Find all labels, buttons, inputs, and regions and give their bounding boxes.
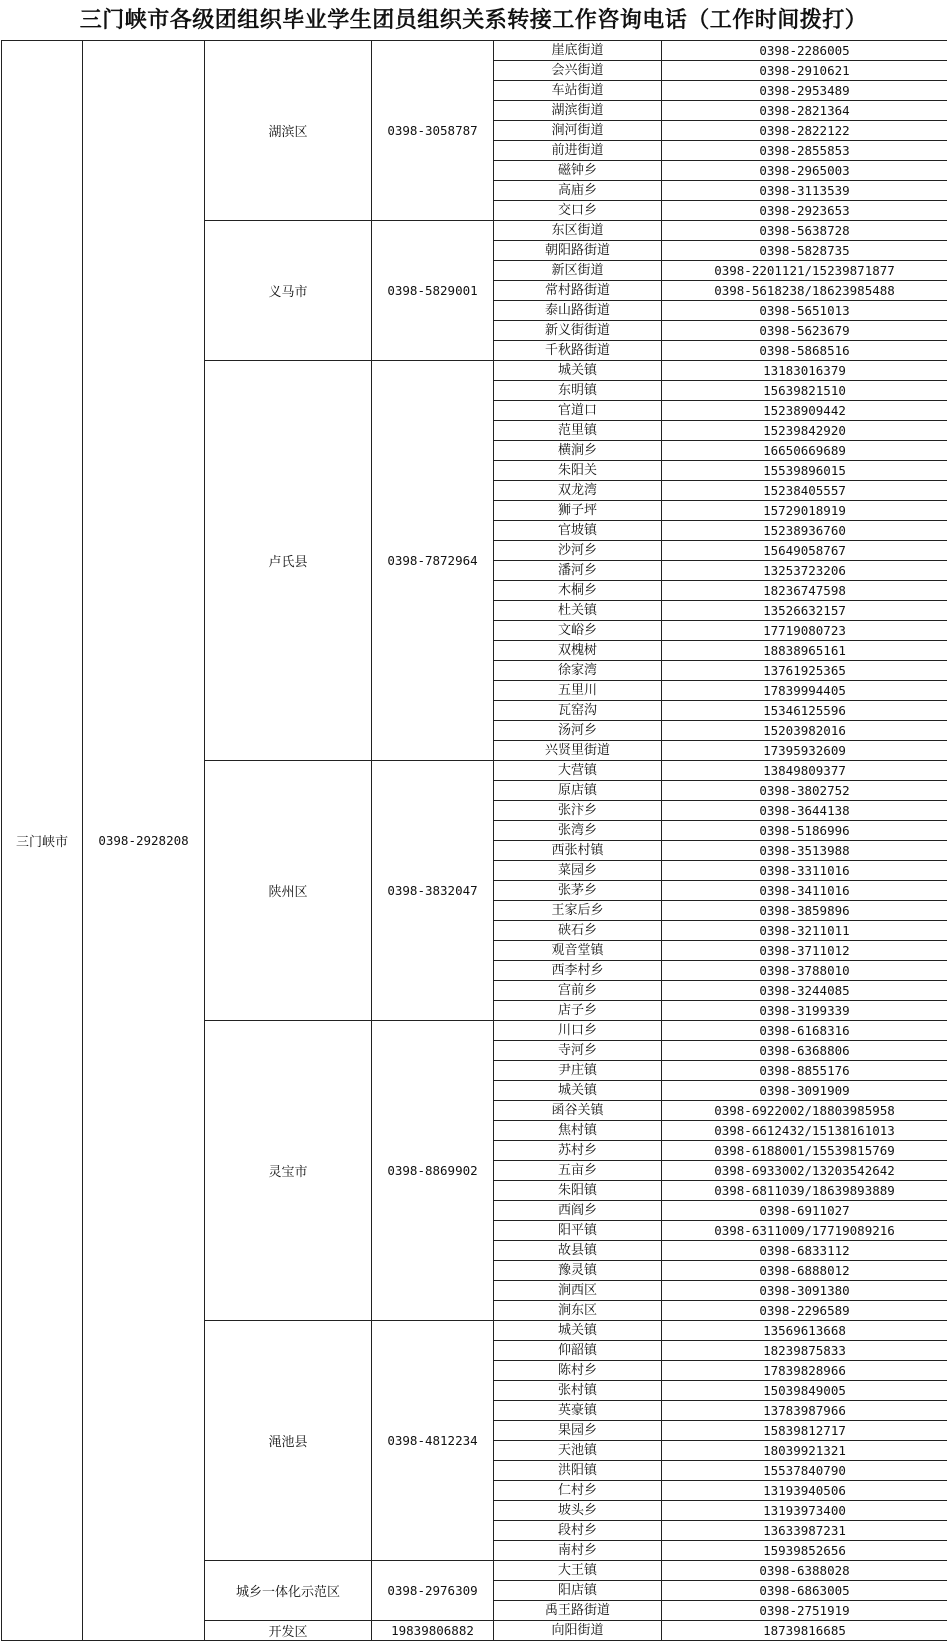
district-name-cell: 陕州区 (205, 761, 372, 1021)
subunit-phone-cell: 13183016379 (662, 361, 947, 381)
subunit-name-cell: 川口乡 (494, 1021, 662, 1041)
subunit-phone-cell: 0398-3859896 (662, 901, 947, 921)
subunit-name-cell: 故县镇 (494, 1241, 662, 1261)
district-name-cell: 卢氏县 (205, 361, 372, 761)
subunit-phone-cell: 13193973400 (662, 1501, 947, 1521)
subunit-phone-cell: 18236747598 (662, 581, 947, 601)
subunit-name-cell: 沙河乡 (494, 541, 662, 561)
subunit-name-cell: 涧西区 (494, 1281, 662, 1301)
district-phone-cell: 0398-7872964 (372, 361, 494, 761)
subunit-name-cell: 仁村乡 (494, 1481, 662, 1501)
subunit-phone-cell: 0398-2201121/15239871877 (662, 261, 947, 281)
subunit-phone-cell: 0398-3113539 (662, 181, 947, 201)
subunit-name-cell: 张村镇 (494, 1381, 662, 1401)
subunit-name-cell: 车站街道 (494, 81, 662, 101)
subunit-phone-cell: 15238405557 (662, 481, 947, 501)
subunit-name-cell: 阳平镇 (494, 1221, 662, 1241)
subunit-phone-cell: 0398-2822122 (662, 121, 947, 141)
subunit-name-cell: 西阎乡 (494, 1201, 662, 1221)
subunit-phone-cell: 0398-3211011 (662, 921, 947, 941)
subunit-name-cell: 英豪镇 (494, 1401, 662, 1421)
subunit-phone-cell: 15939852656 (662, 1541, 947, 1561)
subunit-name-cell: 大王镇 (494, 1561, 662, 1581)
subunit-phone-cell: 15729018919 (662, 501, 947, 521)
subunit-name-cell: 硖石乡 (494, 921, 662, 941)
subunit-phone-cell: 0398-2296589 (662, 1301, 947, 1321)
subunit-name-cell: 尹庄镇 (494, 1061, 662, 1081)
subunit-name-cell: 店子乡 (494, 1001, 662, 1021)
subunit-phone-cell: 15203982016 (662, 721, 947, 741)
subunit-name-cell: 东区街道 (494, 221, 662, 241)
subunit-name-cell: 宫前乡 (494, 981, 662, 1001)
subunit-phone-cell: 15238936760 (662, 521, 947, 541)
subunit-phone-cell: 0398-6833112 (662, 1241, 947, 1261)
subunit-name-cell: 崖底街道 (494, 41, 662, 61)
subunit-name-cell: 范里镇 (494, 421, 662, 441)
subunit-phone-cell: 0398-6368806 (662, 1041, 947, 1061)
subunit-phone-cell: 15639821510 (662, 381, 947, 401)
subunit-name-cell: 会兴街道 (494, 61, 662, 81)
subunit-name-cell: 苏村乡 (494, 1141, 662, 1161)
subunit-phone-cell: 0398-2965003 (662, 161, 947, 181)
subunit-name-cell: 焦村镇 (494, 1121, 662, 1141)
subunit-name-cell: 汤河乡 (494, 721, 662, 741)
subunit-phone-cell: 15839812717 (662, 1421, 947, 1441)
subunit-phone-cell: 0398-3513988 (662, 841, 947, 861)
subunit-name-cell: 观音堂镇 (494, 941, 662, 961)
subunit-phone-cell: 0398-5651013 (662, 301, 947, 321)
subunit-name-cell: 张湾乡 (494, 821, 662, 841)
subunit-phone-cell: 0398-5623679 (662, 321, 947, 341)
subunit-phone-cell: 15238909442 (662, 401, 947, 421)
subunit-phone-cell: 0398-3091380 (662, 1281, 947, 1301)
subunit-name-cell: 泰山路街道 (494, 301, 662, 321)
subunit-name-cell: 木桐乡 (494, 581, 662, 601)
subunit-phone-cell: 18239875833 (662, 1341, 947, 1361)
subunit-name-cell: 官道口 (494, 401, 662, 421)
subunit-name-cell: 王家后乡 (494, 901, 662, 921)
subunit-name-cell: 磁钟乡 (494, 161, 662, 181)
subunit-phone-cell: 13761925365 (662, 661, 947, 681)
subunit-phone-cell: 17719080723 (662, 621, 947, 641)
subunit-phone-cell: 0398-5828735 (662, 241, 947, 261)
subunit-phone-cell: 0398-3788010 (662, 961, 947, 981)
subunit-phone-cell: 0398-3411016 (662, 881, 947, 901)
subunit-name-cell: 西张村镇 (494, 841, 662, 861)
subunit-name-cell: 高庙乡 (494, 181, 662, 201)
district-name-cell: 渑池县 (205, 1321, 372, 1561)
subunit-name-cell: 原店镇 (494, 781, 662, 801)
subunit-phone-cell: 0398-3244085 (662, 981, 947, 1001)
subunit-name-cell: 涧东区 (494, 1301, 662, 1321)
city-name-cell: 三门峡市 (2, 41, 83, 1641)
subunit-name-cell: 新区街道 (494, 261, 662, 281)
subunit-name-cell: 阳店镇 (494, 1581, 662, 1601)
subunit-phone-cell: 18838965161 (662, 641, 947, 661)
subunit-name-cell: 官坡镇 (494, 521, 662, 541)
subunit-name-cell: 前进街道 (494, 141, 662, 161)
subunit-phone-cell: 0398-6911027 (662, 1201, 947, 1221)
subunit-name-cell: 新义街街道 (494, 321, 662, 341)
subunit-phone-cell: 13633987231 (662, 1521, 947, 1541)
subunit-phone-cell: 13849809377 (662, 761, 947, 781)
subunit-phone-cell: 0398-3091909 (662, 1081, 947, 1101)
subunit-phone-cell: 18039921321 (662, 1441, 947, 1461)
subunit-name-cell: 城关镇 (494, 1321, 662, 1341)
subunit-name-cell: 寺河乡 (494, 1041, 662, 1061)
subunit-phone-cell: 16650669689 (662, 441, 947, 461)
subunit-name-cell: 洪阳镇 (494, 1461, 662, 1481)
subunit-phone-cell: 0398-6388028 (662, 1561, 947, 1581)
subunit-phone-cell: 0398-5638728 (662, 221, 947, 241)
subunit-phone-cell: 0398-5186996 (662, 821, 947, 841)
subunit-name-cell: 西李村乡 (494, 961, 662, 981)
subunit-phone-cell: 0398-2910621 (662, 61, 947, 81)
subunit-name-cell: 大营镇 (494, 761, 662, 781)
subunit-name-cell: 狮子坪 (494, 501, 662, 521)
subunit-name-cell: 交口乡 (494, 201, 662, 221)
district-phone-cell: 0398-8869902 (372, 1021, 494, 1321)
subunit-phone-cell: 15039849005 (662, 1381, 947, 1401)
subunit-phone-cell: 0398-6811039/18639893889 (662, 1181, 947, 1201)
subunit-phone-cell: 0398-6863005 (662, 1581, 947, 1601)
subunit-name-cell: 涧河街道 (494, 121, 662, 141)
subunit-name-cell: 兴贤里街道 (494, 741, 662, 761)
district-name-cell: 城乡一体化示范区 (205, 1561, 372, 1621)
subunit-name-cell: 禹王路街道 (494, 1601, 662, 1621)
subunit-phone-cell: 18739816685 (662, 1621, 947, 1641)
subunit-phone-cell: 13193940506 (662, 1481, 947, 1501)
city-phone-cell: 0398-2928208 (83, 41, 205, 1641)
subunit-phone-cell: 15649058767 (662, 541, 947, 561)
subunit-phone-cell: 0398-2855853 (662, 141, 947, 161)
subunit-phone-cell: 0398-6933002/13203542642 (662, 1161, 947, 1181)
subunit-name-cell: 陈村乡 (494, 1361, 662, 1381)
contact-table (1, 40, 947, 1641)
subunit-phone-cell: 0398-6888012 (662, 1261, 947, 1281)
district-name-cell: 开发区 (205, 1621, 372, 1641)
subunit-name-cell: 果园乡 (494, 1421, 662, 1441)
subunit-phone-cell: 15239842920 (662, 421, 947, 441)
subunit-phone-cell: 15537840790 (662, 1461, 947, 1481)
subunit-phone-cell: 0398-2923653 (662, 201, 947, 221)
subunit-name-cell: 张汴乡 (494, 801, 662, 821)
subunit-phone-cell: 0398-2821364 (662, 101, 947, 121)
subunit-name-cell: 城关镇 (494, 1081, 662, 1101)
district-phone-cell: 0398-2976309 (372, 1561, 494, 1621)
subunit-name-cell: 杜关镇 (494, 601, 662, 621)
subunit-name-cell: 瓦窑沟 (494, 701, 662, 721)
subunit-name-cell: 函谷关镇 (494, 1101, 662, 1121)
district-name-cell: 义马市 (205, 221, 372, 361)
subunit-phone-cell: 0398-5868516 (662, 341, 947, 361)
subunit-phone-cell: 0398-8855176 (662, 1061, 947, 1081)
subunit-name-cell: 城关镇 (494, 361, 662, 381)
subunit-phone-cell: 15346125596 (662, 701, 947, 721)
subunit-phone-cell: 0398-2953489 (662, 81, 947, 101)
subunit-name-cell: 朝阳路街道 (494, 241, 662, 261)
subunit-phone-cell: 0398-3199339 (662, 1001, 947, 1021)
page-title: 三门峡市各级团组织毕业学生团员组织关系转接工作咨询电话（工作时间拨打） (79, 7, 868, 33)
subunit-phone-cell: 0398-3802752 (662, 781, 947, 801)
subunit-phone-cell: 0398-6922002/18803985958 (662, 1101, 947, 1121)
subunit-phone-cell: 13569613668 (662, 1321, 947, 1341)
subunit-phone-cell: 0398-6188001/15539815769 (662, 1141, 947, 1161)
subunit-name-cell: 潘河乡 (494, 561, 662, 581)
district-phone-cell: 0398-3832047 (372, 761, 494, 1021)
subunit-name-cell: 常村路街道 (494, 281, 662, 301)
subunit-name-cell: 豫灵镇 (494, 1261, 662, 1281)
district-phone-cell: 0398-3058787 (372, 41, 494, 221)
subunit-phone-cell: 0398-3311016 (662, 861, 947, 881)
subunit-phone-cell: 15539896015 (662, 461, 947, 481)
subunit-name-cell: 天池镇 (494, 1441, 662, 1461)
subunit-phone-cell: 0398-6168316 (662, 1021, 947, 1041)
subunit-name-cell: 坡头乡 (494, 1501, 662, 1521)
subunit-name-cell: 徐家湾 (494, 661, 662, 681)
subunit-phone-cell: 0398-3711012 (662, 941, 947, 961)
district-name-cell: 湖滨区 (205, 41, 372, 221)
subunit-name-cell: 仰韶镇 (494, 1341, 662, 1361)
subunit-phone-cell: 0398-5618238/18623985488 (662, 281, 947, 301)
district-phone-cell: 0398-4812234 (372, 1321, 494, 1561)
subunit-phone-cell: 0398-3644138 (662, 801, 947, 821)
subunit-name-cell: 双龙湾 (494, 481, 662, 501)
subunit-phone-cell: 13526632157 (662, 601, 947, 621)
subunit-name-cell: 南村乡 (494, 1541, 662, 1561)
district-phone-cell: 0398-5829001 (372, 221, 494, 361)
subunit-name-cell: 张茅乡 (494, 881, 662, 901)
subunit-name-cell: 横涧乡 (494, 441, 662, 461)
subunit-name-cell: 向阳街道 (494, 1621, 662, 1641)
subunit-phone-cell: 0398-6612432/15138161013 (662, 1121, 947, 1141)
subunit-phone-cell: 17839994405 (662, 681, 947, 701)
subunit-phone-cell: 13783987966 (662, 1401, 947, 1421)
subunit-phone-cell: 13253723206 (662, 561, 947, 581)
subunit-name-cell: 菜园乡 (494, 861, 662, 881)
district-name-cell: 灵宝市 (205, 1021, 372, 1321)
subunit-name-cell: 朱阳关 (494, 461, 662, 481)
table-row (2, 41, 947, 61)
subunit-name-cell: 五亩乡 (494, 1161, 662, 1181)
subunit-name-cell: 朱阳镇 (494, 1181, 662, 1201)
subunit-name-cell: 湖滨街道 (494, 101, 662, 121)
subunit-phone-cell: 0398-2286005 (662, 41, 947, 61)
subunit-name-cell: 五里川 (494, 681, 662, 701)
subunit-phone-cell: 17395932609 (662, 741, 947, 761)
subunit-phone-cell: 0398-2751919 (662, 1601, 947, 1621)
subunit-name-cell: 千秋路街道 (494, 341, 662, 361)
subunit-name-cell: 双槐树 (494, 641, 662, 661)
subunit-phone-cell: 0398-6311009/17719089216 (662, 1221, 947, 1241)
subunit-phone-cell: 17839828966 (662, 1361, 947, 1381)
subunit-name-cell: 文峪乡 (494, 621, 662, 641)
subunit-name-cell: 东明镇 (494, 381, 662, 401)
subunit-name-cell: 段村乡 (494, 1521, 662, 1541)
district-phone-cell: 19839806882 (372, 1621, 494, 1641)
